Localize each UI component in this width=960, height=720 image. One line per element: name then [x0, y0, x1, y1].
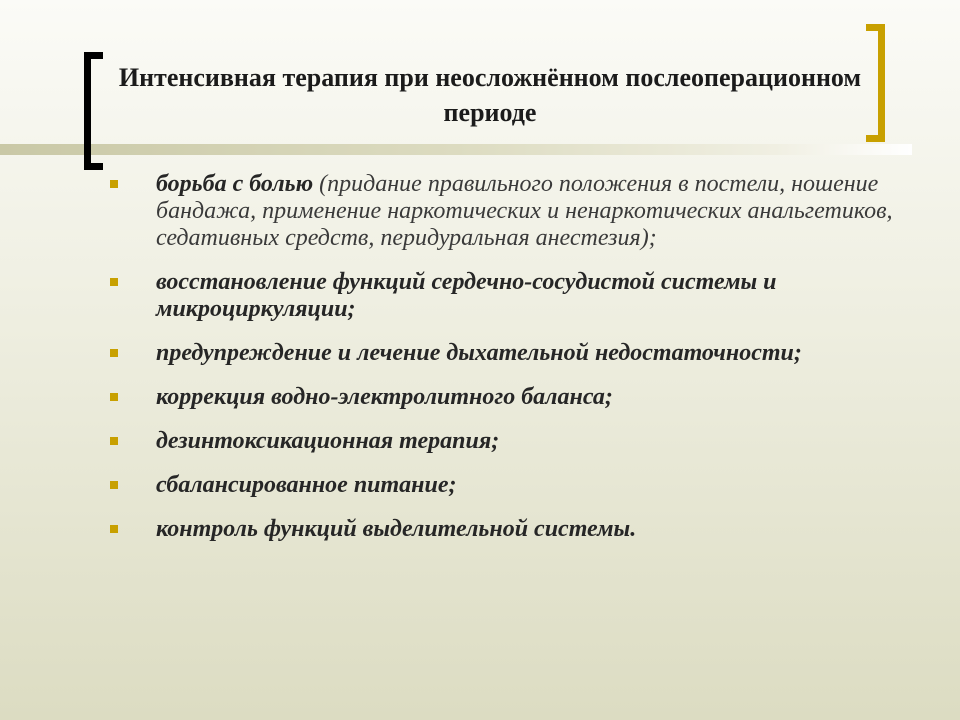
item-bold-text: контроль функций выделительной системы. [156, 516, 637, 542]
list-item [105, 269, 895, 323]
square-bullet-icon [110, 525, 118, 533]
square-bullet-icon [110, 180, 118, 188]
item-bold-text: восстановление функций сердечно-сосудистой системы и микроциркуляции; [156, 269, 777, 322]
item-bold-text: дезинтоксикационная терапия; [156, 428, 500, 454]
item-bold-text: борьба с болью [156, 171, 314, 197]
item-bold-text: предупреждение и лечение дыхательной недостаточности; [156, 340, 802, 366]
left-bracket-decoration [84, 52, 103, 170]
square-bullet-icon [110, 278, 118, 286]
list-item [105, 171, 895, 252]
list-item [105, 384, 895, 411]
list-item [105, 516, 895, 543]
list-item [105, 340, 895, 367]
square-bullet-icon [110, 393, 118, 401]
square-bullet-icon [110, 349, 118, 357]
item-bold-text: сбалансированное питание; [156, 472, 457, 498]
item-detail-text: (придание правильного положения в постели, ношение бандажа, применение наркотических и ненаркотических анальгетиков, седативных средств, перидуральная анестезия); [156, 171, 893, 251]
list-item [105, 428, 895, 455]
list-item [105, 472, 895, 499]
square-bullet-icon [110, 481, 118, 489]
item-bold-text: коррекция водно-электролитного баланса; [156, 384, 613, 410]
decorative-band [0, 144, 912, 155]
bullet-list [105, 171, 895, 560]
slide-title: Интенсивная терапия при неосложнённом послеоперационном периоде [118, 63, 862, 127]
square-bullet-icon [110, 437, 118, 445]
